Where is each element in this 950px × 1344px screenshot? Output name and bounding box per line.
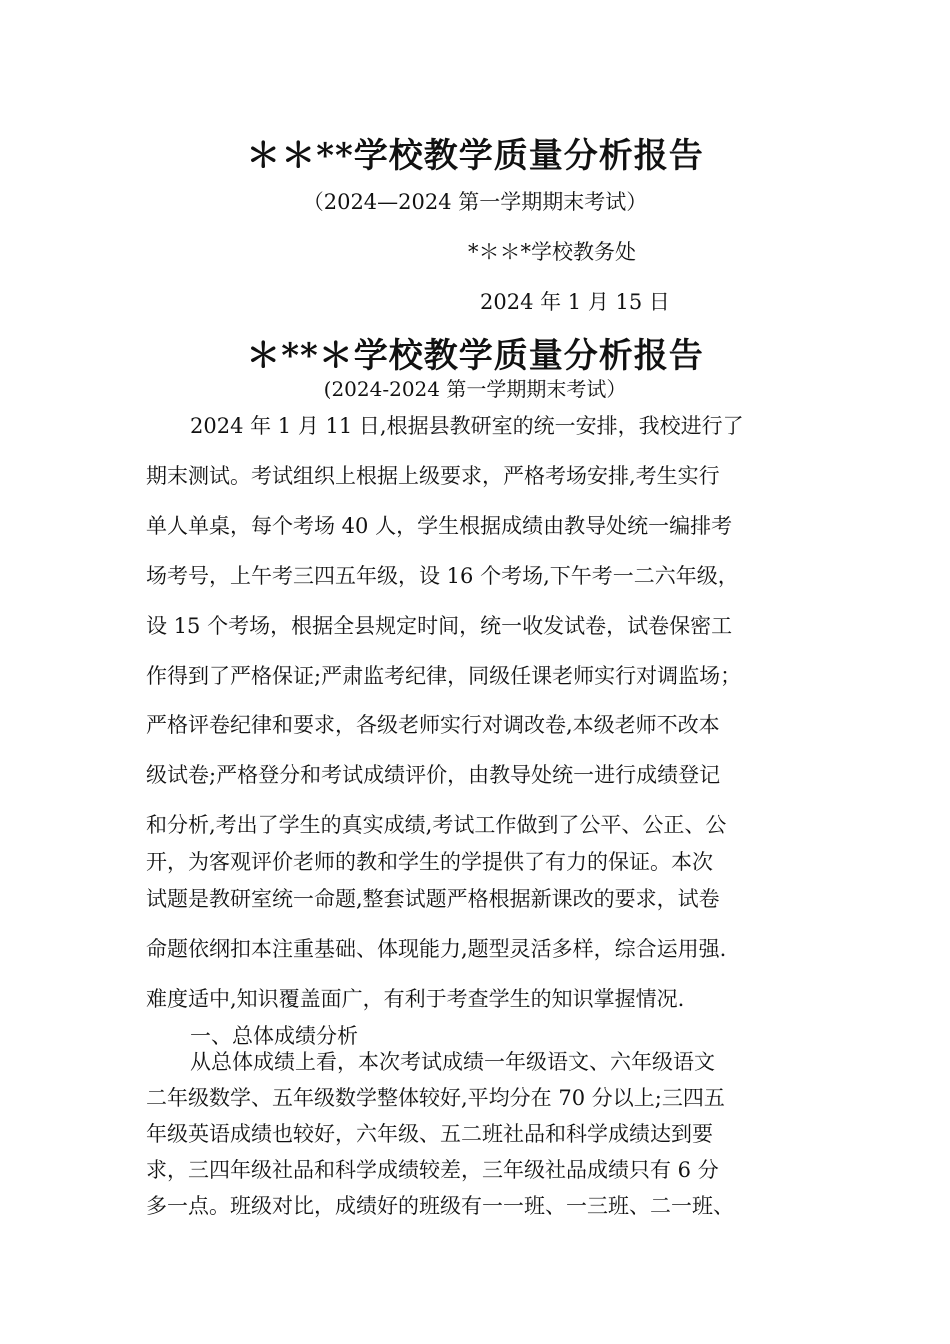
cover-title: ＊＊**学校教学质量分析报告: [246, 136, 704, 176]
paragraph1-line: 难度适中,知识覆盖面广，有利于考查学生的知识掌握情况.: [146, 987, 685, 1011]
paragraph1-line: 期末测试。考试组织上根据上级要求，严格考场安排,考生实行: [146, 464, 720, 488]
paragraph2-line: 二年级数学、五年级数学整体较好,平均分在 70 分以上;三四五: [146, 1086, 725, 1110]
paragraph1-line: 开，为客观评价老师的教和学生的学提供了有力的保证。本次: [146, 850, 713, 874]
report-subtitle: (2024-2024 第一学期期末考试）: [323, 377, 627, 401]
paragraph1-line: 和分析,考出了学生的真实成绩,考试工作做到了公平、公正、公: [146, 813, 727, 837]
paragraph1-line: 试题是教研室统一命题,整套试题严格根据新课改的要求，试卷: [146, 887, 720, 911]
cover-subtitle: （2024—2024 第一学期期末考试）: [302, 190, 648, 214]
paragraph1-line: 级试卷;严格登分和考试成绩评价，由教导处统一进行成绩登记: [146, 763, 721, 787]
cover-date: 2024 年 1 月 15 日: [480, 290, 670, 314]
paragraph2-line: 求，三四年级社品和科学成绩较差，三年级社品成绩只有 6 分: [146, 1158, 719, 1182]
paragraph2-line: 多一点。班级对比，成绩好的班级有一一班、一三班、二一班、: [146, 1194, 734, 1218]
paragraph1-line: 命题依纲扣本注重基础、体现能力,题型灵活多样，综合运用强.: [146, 937, 727, 961]
section-heading: 一、总体成绩分析: [190, 1024, 358, 1048]
paragraph1-line: 2024 年 1 月 11 日,根据县教研室的统一安排，我校进行了: [190, 414, 744, 438]
paragraph1-line: 单人单桌，每个考场 40 人，学生根据成绩由教导处统一编排考: [146, 514, 733, 538]
paragraph2-line: 年级英语成绩也较好，六年级、五二班社品和科学成绩达到要: [146, 1122, 713, 1146]
paragraph2-line: 从总体成绩上看，本次考试成绩一年级语文、六年级语文: [190, 1050, 715, 1074]
report-title: ＊**＊学校教学质量分析报告: [246, 336, 704, 376]
paragraph1-line: 设 15 个考场，根据全县规定时间，统一收发试卷，试卷保密工: [146, 614, 733, 638]
paragraph1-line: 作得到了严格保证;严肃监考纪律，同级任课老师实行对调监场；: [146, 664, 742, 688]
cover-office: *＊＊*学校教务处: [468, 240, 636, 264]
paragraph1-line: 严格评卷纪律和要求，各级老师实行对调改卷,本级老师不改本: [146, 713, 720, 737]
paragraph1-line: 场考号，上午考三四五年级，设 16 个考场,下午考一二六年级，: [146, 564, 739, 588]
